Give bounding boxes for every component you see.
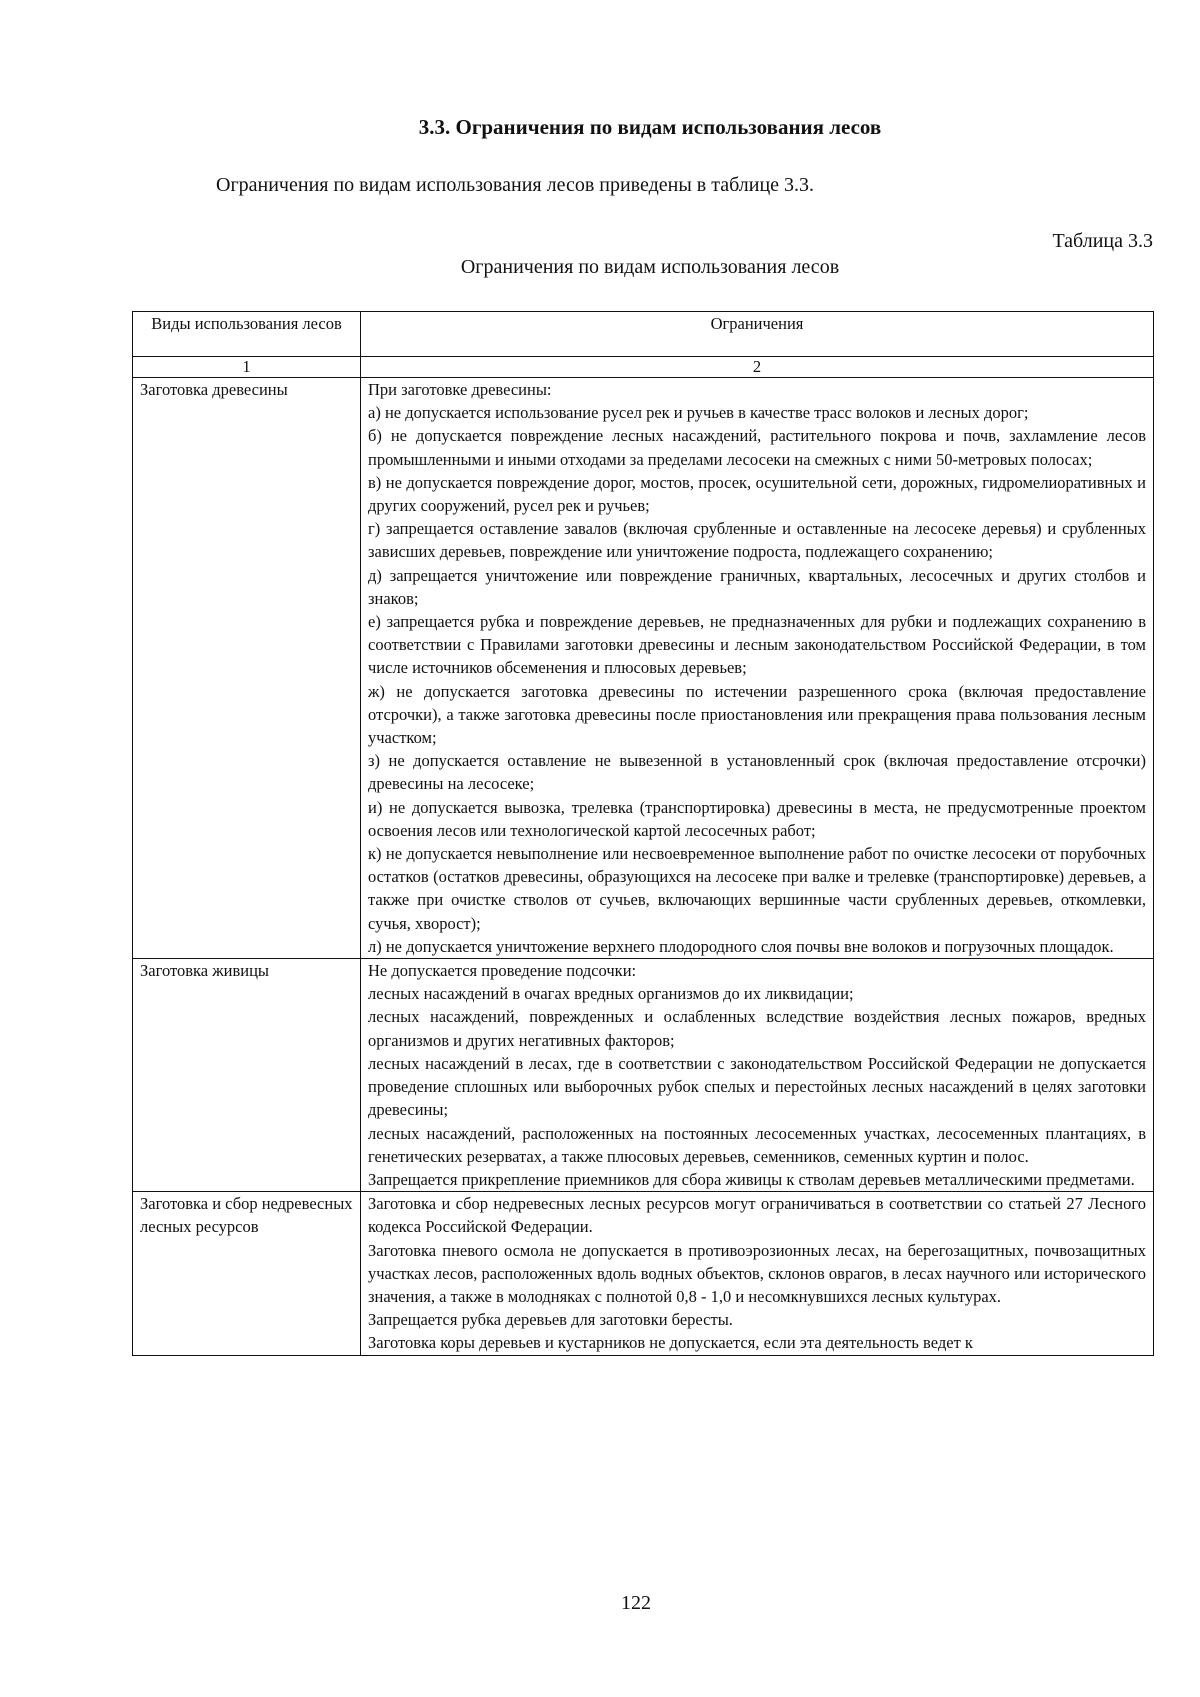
restriction-paragraph: к) не допускается невыполнение или несвоевременное выполнение работ по очистке лесосеки от порубочных остатков (остатков древесины, образующихся на лесосеке при валке и трелевке (транспортировке) деревьев, а также при очистке стволов от сучьев, включающих вершинные части срубленных деревьев, откомлевки, сучья, хворост); <box>368 844 1146 933</box>
restriction-paragraph: в) не допускается повреждение дорог, мостов, просек, осушительной сети, дорожных, гидромелиоративных и других сооружений, русел рек и ручьев; <box>368 472 1146 516</box>
restriction-paragraph: лесных насаждений в лесах, где в соответствии с законодательством Российской Федерации не допускается проведение сплошных или выборочных рубок спелых и перестойных лесных насаждений в целях заготовки древесины; <box>368 1053 1146 1120</box>
restriction-paragraph: Заготовка и сбор недревесных лесных ресурсов могут ограничиваться в соответствии со статьей 27 Лесного кодекса Российской Федерации. <box>368 1194 1146 1237</box>
restriction-paragraph: лесных насаждений, расположенных на постоянных лесосеменных участках, лесосеменных плантациях, в генетических резерватах, а также плюсовых деревьев, семенников, семенных куртин и полос. <box>368 1123 1146 1166</box>
restriction-paragraph: Запрещается рубка деревьев для заготовки бересты. <box>368 1310 733 1330</box>
table-body <box>133 378 1154 1356</box>
restriction-paragraph: лесных насаждений, поврежденных и ослабленных вследствие воздействия лесных пожаров, вредных организмов и других негативных факторов; <box>368 1007 1146 1050</box>
table-row <box>133 378 1154 959</box>
column-number-row <box>133 357 1154 378</box>
forest-use-kind-cell: Заготовка живицы <box>133 959 361 1192</box>
restriction-paragraph: При заготовке древесины: <box>368 380 552 399</box>
column-number-2: 2 <box>361 357 1154 378</box>
table-number: Таблица 3.3 <box>1052 230 1153 252</box>
restrictions-table <box>132 311 1154 1356</box>
restriction-paragraph: Заготовка коры деревьев и кустарников не допускается, если эта деятельность ведет к <box>368 1333 973 1353</box>
restrictions-cell <box>361 378 1154 959</box>
restriction-paragraph: д) запрещается уничтожение или повреждение граничных, квартальных, лесосечных и других столбов и знаков; <box>368 565 1146 608</box>
table-row <box>133 1192 1154 1355</box>
table-header-row <box>133 312 1154 357</box>
restriction-paragraph: е) запрещается рубка и повреждение деревьев, не предназначенных для рубки и подлежащих сохранению в соответствии с Правилами заготовки древесины и лесным законодательством Российской Федерации, в том числе источников обсеменения и плюсовых деревьев; <box>368 612 1146 678</box>
restriction-paragraph: Запрещается прикрепление приемников для сбора живицы к стволам деревьев металлическими предметами. <box>368 1169 1135 1189</box>
column-number-1: 1 <box>133 357 361 378</box>
forest-use-kind-cell: Заготовка древесины <box>133 378 361 959</box>
restriction-paragraph: г) запрещается оставление завалов (включая срубленные и оставленные на лесосеке деревья) и срубленных зависших деревьев, повреждение или уничтожение подроста, подлежащего сохранению; <box>368 519 1146 562</box>
restriction-paragraph: а) не допускается использование русел рек и ручьев в качестве трасс волоков и лесных дорог; <box>368 403 1029 423</box>
intro-text: Ограничения по видам использования лесов приведены в таблице 3.3. <box>216 174 815 196</box>
restriction-paragraph: з) не допускается оставление не вывезенной в установленный срок (включая предоставление отсрочки) древесины на лесосеке; <box>368 751 1146 794</box>
forest-use-kind-cell: Заготовка и сбор недревесных лесных ресурсов <box>133 1192 361 1355</box>
restriction-paragraph: л) не допускается уничтожение верхнего плодородного слоя почвы вне волоков и погрузочных площадок. <box>368 936 1114 956</box>
page-number: 122 <box>621 1592 651 1614</box>
table-title: Ограничения по видам использования лесов <box>460 256 840 278</box>
header-cell-kind: Виды использования лесов <box>133 312 361 357</box>
restriction-paragraph: Не допускается проведение подсочки: <box>368 961 637 981</box>
restriction-paragraph: ж) не допускается заготовка древесины по истечении разрешенного срока (включая предоставление отсрочки), а также заготовка древесины после приостановления или прекращения права пользования лесным участком; <box>368 681 1146 748</box>
header-cell-restrictions: Ограничения <box>361 312 1154 357</box>
restriction-paragraph: б) не допускается повреждение лесных насаждений, растительного покрова и почв, захламление лесов промышленными и иными отходами за пределами лесосеки на смежных с ними 50-метровых полосах; <box>368 426 1146 469</box>
restrictions-cell <box>361 959 1154 1192</box>
table-row <box>133 959 1154 1192</box>
restriction-paragraph: Заготовка пневого осмола не допускается в противоэрозионных лесах, на берегозащитных, почвозащитных участках лесов, расположенных вдоль водных объектов, склонов оврагов, в лесах научного или исторического значения, а также в молодняках с полнотой 0,8 - 1,0 и несомкнувшихся лесных культурах. <box>368 1240 1146 1306</box>
section-heading: 3.3. Ограничения по видам использования лесов <box>418 115 882 139</box>
restrictions-cell <box>361 1192 1154 1355</box>
restriction-paragraph: лесных насаждений в очагах вредных организмов до их ликвидации; <box>368 984 854 1004</box>
restriction-paragraph: и) не допускается вывозка, трелевка (транспортировка) древесины в места, не предусмотренные проектом освоения лесов или технологической картой лесосечных работ; <box>368 797 1146 840</box>
